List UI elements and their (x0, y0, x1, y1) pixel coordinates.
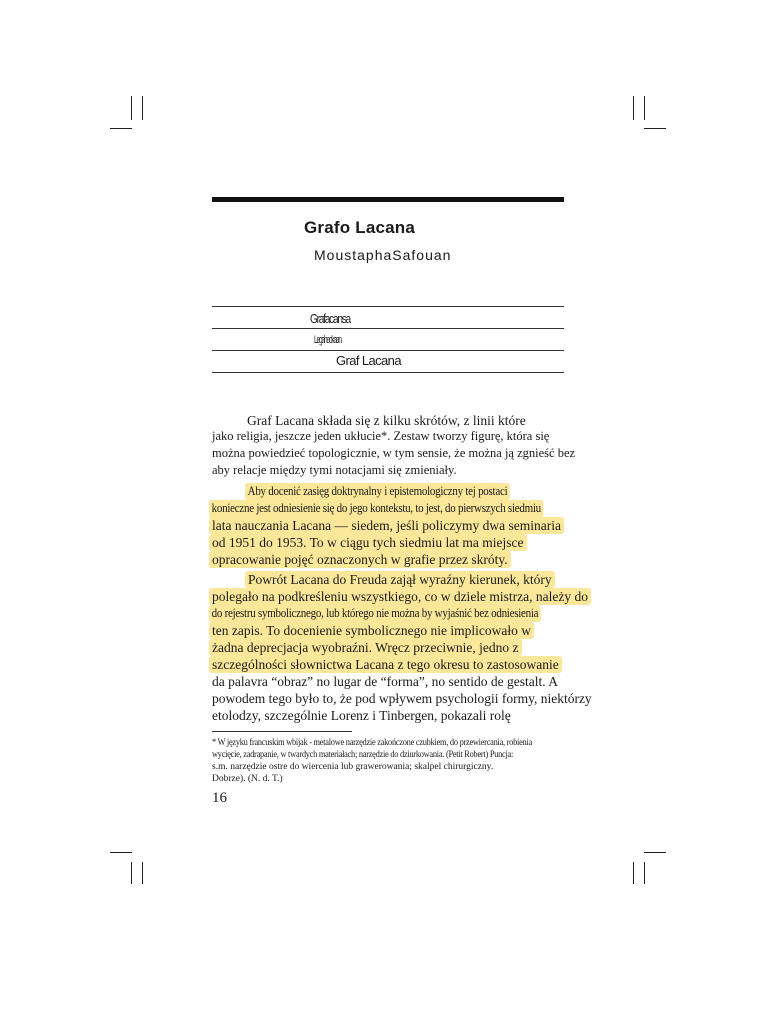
toc-line: Graf Lacana (336, 353, 401, 368)
footnote-line: wycięcie, zadrapanie, w twardych materiałach; narzędzie do dziurkowania. (Petit Robert) Puncja: (212, 750, 514, 760)
highlighted-line: polegało na podkreśleniu wszystkiego, co w dziele mistrza, należy do (209, 588, 591, 605)
highlighted-line: żadna deprecjacja wyobraźni. Wręcz przeciwnie, jedno z (209, 639, 522, 656)
text-line: aby relacje między tymi notacjami się zmieniały. (212, 463, 457, 477)
page-number: 16 (212, 790, 227, 806)
crop-mark (131, 862, 132, 884)
toc-line: Legaheokaan (314, 334, 341, 346)
highlighted-line: Powrót Lacana do Freuda zajął wyraźny kierunek, który (245, 571, 555, 588)
highlighted-line: do rejestru symbolicznego, lub którego nie można by wyjaśnić bez odniesienia (209, 605, 541, 622)
highlighted-line: ten zapis. To docenienie symbolicznego nie implicowało w (209, 622, 534, 639)
crop-mark (142, 862, 143, 884)
footnote-line: * W języku francuskim wbijak - metalowe narzędzie zakończone czubkiem, do przewiercania, robienia (212, 738, 532, 748)
author-name: MoustaphaSafouan (314, 247, 452, 263)
divider (212, 328, 564, 329)
footnote-line: Dobrze). (N. d. T.) (212, 774, 283, 784)
text-line: można powiedzieć topologicznie, w tym sensie, że można ją zgnieść bez (212, 446, 576, 460)
divider (212, 306, 564, 307)
crop-mark (633, 862, 634, 884)
crop-mark (131, 96, 132, 120)
crop-mark (644, 852, 666, 853)
text-line: etolodzy, szczególnie Lorenz i Tinbergen, pokazali rolę (212, 708, 511, 723)
divider (212, 372, 564, 373)
text-line: Graf Lacana składa się z kilku skrótów, z linii które (247, 413, 526, 428)
highlighted-line: szczególności słownictwa Lacana z tego okresu to zastosowanie (209, 656, 562, 673)
crop-mark (633, 96, 634, 120)
highlighted-line: od 1951 do 1953. To w ciągu tych siedmiu lat ma miejsce (209, 534, 527, 551)
highlighted-line: opracowanie pojęć oznaczonych w grafie przez skróty. (209, 551, 511, 568)
crop-mark (644, 862, 645, 884)
header-bar (212, 197, 564, 202)
highlighted-line: lata nauczania Lacana — siedem, jeśli policzymy dwa seminaria (209, 517, 564, 534)
text-line: powodem tego było to, że pod wpływem psychologii formy, niektórzy (212, 691, 592, 706)
toc-line: Grafacansa (310, 311, 350, 326)
crop-mark (110, 852, 132, 853)
page-title: Grafo Lacana (304, 218, 416, 237)
crop-mark (644, 96, 645, 120)
crop-mark (142, 96, 143, 120)
crop-mark (110, 128, 132, 129)
highlighted-line: Aby docenić zasięg doktrynalny i epistemologiczny tej postaci (245, 483, 510, 500)
divider (212, 350, 564, 351)
footnote-line: s.m. narzędzie ostre do wiercenia lub grawerowania; skalpel chirurgiczny. (212, 762, 494, 772)
footnote-divider (212, 731, 352, 732)
crop-mark (644, 128, 666, 129)
text-line: da palavra “obraz” no lugar de “forma”, no sentido de gestalt. A (212, 674, 558, 689)
footnote (212, 737, 594, 785)
highlighted-line: konieczne jest odniesienie się do jego kontekstu, to jest, do pierwszych siedmiu (209, 500, 544, 517)
text-line: jako religia, jeszcze jeden ukłucie*. Zestaw tworzy figurę, która się (212, 429, 550, 443)
